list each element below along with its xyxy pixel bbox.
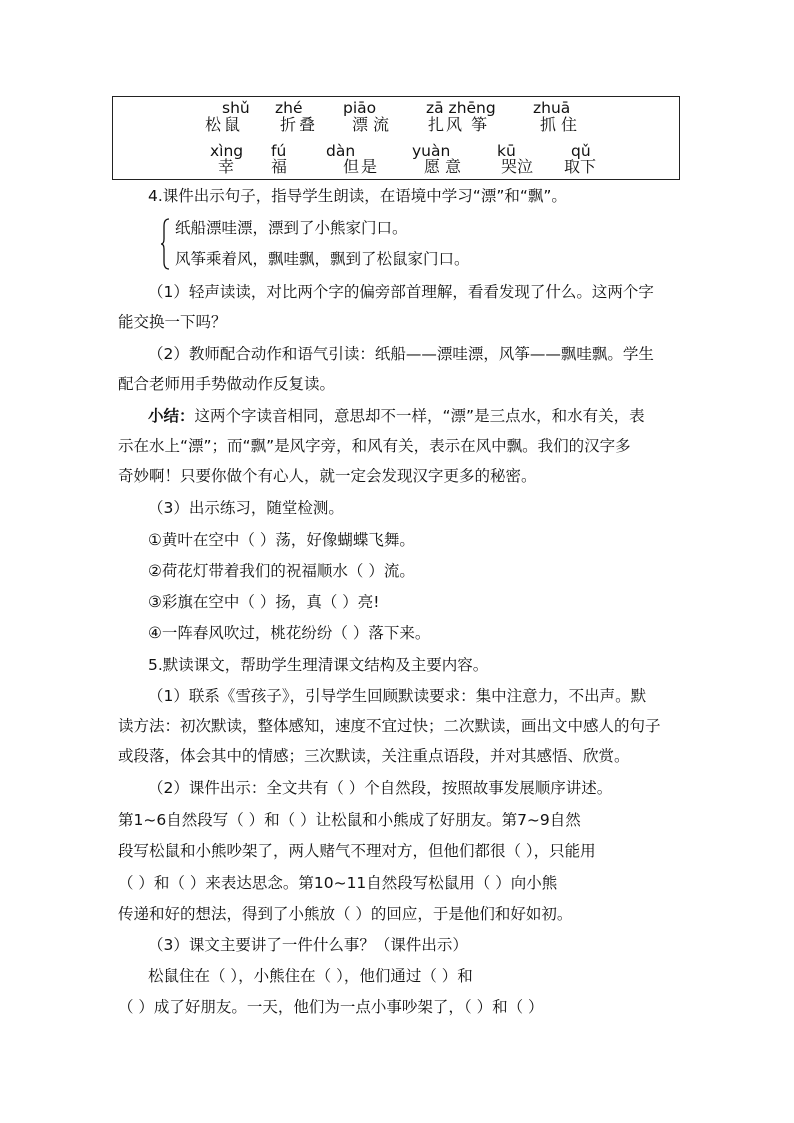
paragraph-2-line-2: 配合老师用手势做动作反复读。 xyxy=(118,375,336,393)
reading-line-2: 读方法：初次默读，整体感知，速度不宜过快；二次默读，画出文中感人的句子 xyxy=(118,717,661,735)
summary-label: 小结： xyxy=(148,407,195,425)
structure-line-3: 段写松鼠和小熊吵架了，两人赌气不理对方，但他们都很（ ），只能用 xyxy=(118,842,596,860)
exercise-item-1: ①黄叶在空中（ ）荡，好像蝴蝶飞舞。 xyxy=(148,531,415,549)
reading-line-1: （1）联系《雪孩子》，引导学生回顾默读要求：集中注意力，不出声。默 xyxy=(148,687,647,705)
pinyin-ku: kū xyxy=(497,142,516,160)
hanzi-quxia: 取下 xyxy=(564,157,597,176)
paragraph-1-line-2: 能交换一下吗？ xyxy=(118,313,227,331)
summary-line-3: 奇妙啊！只要你做个有心人，就一定会发现汉字更多的秘密。 xyxy=(118,467,537,485)
structure-line-1: （2）课件出示：全文共有（ ）个自然段，按照故事发展顺序讲述。 xyxy=(148,779,613,797)
pinyin-zhe: zhé xyxy=(275,99,303,117)
exercise-heading: （3）出示练习，随堂检测。 xyxy=(148,499,344,517)
structure-line-5: 传递和好的想法，得到了小熊放（ ）的回应，于是他们和好如初。 xyxy=(118,905,573,923)
hanzi-yuanyi: 愿意 xyxy=(424,157,467,176)
sentence-kite: 风筝乘着风，飘哇飘，飘到了松鼠家门口。 xyxy=(175,250,470,268)
hanzi-danshi: 但是 xyxy=(343,157,380,176)
main-idea-line-2: （ ）成了好朋友。一天，他们为一点小事吵架了，（ ）和（ ） xyxy=(118,998,544,1016)
summary-line-2: 示在水上“漂”；而“飘”是风字旁，和风有关，表示在风中飘。我们的汉字多 xyxy=(118,437,631,455)
reading-line-3: 或段落，体会其中的情感；三次默读，关注重点语段，并对其感悟、欣赏。 xyxy=(118,747,630,765)
pinyin-yuan: yuàn xyxy=(412,142,451,160)
step-4-heading: 4.课件出示句子，指导学生朗读，在语境中学习“漂”和“飘”。 xyxy=(148,187,567,205)
step-5-heading: 5.默读课文，帮助学生理清课文结构及主要内容。 xyxy=(148,656,489,674)
hanzi-zhuazhu: 抓住 xyxy=(540,115,583,134)
summary-text: 这两个字读音相同，意思却不一样，“漂”是三点水，和水有关，表 xyxy=(194,407,645,425)
pinyin-xing: xìng xyxy=(210,142,244,160)
summary-line-1 xyxy=(148,406,645,426)
pinyin-qu: qǔ xyxy=(571,142,591,160)
hanzi-zhafengzheng: 扎风 筝 xyxy=(428,115,490,134)
sentence-paper-boat: 纸船漂哇漂，漂到了小熊家门口。 xyxy=(175,219,408,237)
pinyin-zhua: zhuā xyxy=(533,99,571,117)
pinyin-shu: shǔ xyxy=(222,99,250,117)
hanzi-xing: 幸 xyxy=(218,157,235,176)
hanzi-piaoliu: 漂流 xyxy=(352,115,395,134)
hanzi-songshu: 松鼠 xyxy=(205,115,244,134)
hanzi-kuqi: 哭泣 xyxy=(501,157,534,176)
main-idea-heading: （3）课文主要讲了一件什么事？（课件出示） xyxy=(148,936,468,954)
hanzi-zhedie: 折叠 xyxy=(280,115,319,134)
pinyin-fu: fú xyxy=(271,142,287,160)
pinyin-piao: piāo xyxy=(343,99,377,117)
exercise-item-3: ③彩旗在空中（ ）扬，真（ ）亮! xyxy=(148,593,380,611)
exercise-item-4: ④一阵春风吹过，桃花纷纷（ ）落下来。 xyxy=(148,624,431,642)
paragraph-1-line-1: （1）轻声读读，对比两个字的偏旁部首理解，看看发现了什么。这两个字 xyxy=(148,283,654,301)
left-brace xyxy=(160,218,170,270)
pinyin-dan: dàn xyxy=(326,142,356,160)
exercise-item-2: ②荷花灯带着我们的祝福顺水（ ）流。 xyxy=(148,562,415,580)
pinyin-za-zheng: zā zhēng xyxy=(426,99,496,117)
main-idea-line-1: 松鼠住在（ ），小熊住在（ ），他们通过（ ）和 xyxy=(148,967,473,985)
structure-line-4: （ ）和（ ）来表达思念。第10~11自然段写松鼠用（ ）向小熊 xyxy=(118,874,558,892)
hanzi-fu: 福 xyxy=(271,157,288,176)
structure-line-2: 第1~6自然段写（ ）和（ ）让松鼠和小熊成了好朋友。第7~9自然 xyxy=(118,811,581,829)
paragraph-2-line-1: （2）教师配合动作和语气引读：纸船——漂哇漂，风筝——飘哇飘。学生 xyxy=(148,345,654,363)
